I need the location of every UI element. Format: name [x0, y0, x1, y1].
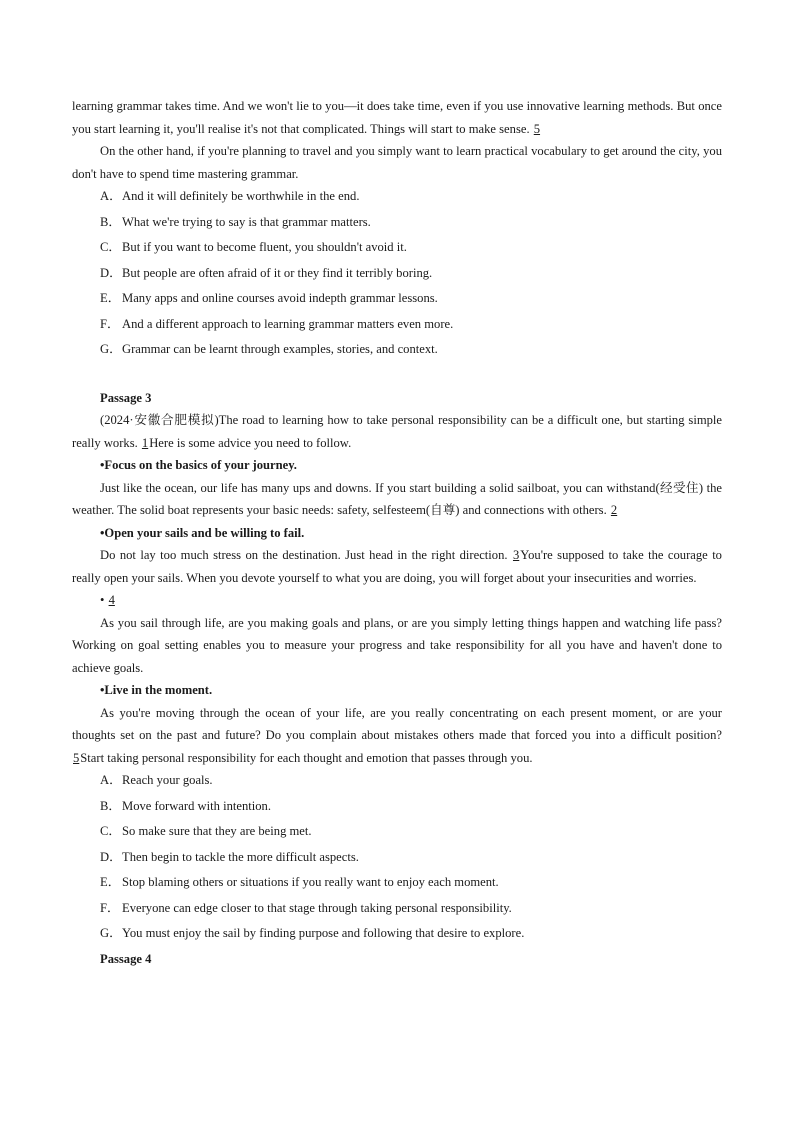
option-letter: A．: [100, 773, 122, 787]
option-letter: F．: [100, 316, 120, 331]
section-heading: •Open your sails and be willing to fail.: [100, 525, 305, 540]
option-item: [72, 185, 722, 208]
option-text: You must enjoy the sail by finding purpose and following that desire to explore.: [122, 926, 525, 940]
option-text: Then begin to tackle the more difficult aspects.: [122, 849, 359, 864]
blank-number: 5: [533, 121, 541, 136]
blank-number: 5: [73, 750, 80, 765]
option-letter: C．: [100, 824, 121, 838]
option-text: Many apps and online courses avoid indepth grammar lessons.: [122, 291, 438, 305]
paragraph: [72, 95, 722, 140]
option-item: [72, 922, 722, 945]
option-letter: F．: [100, 900, 120, 915]
section-heading: •Focus on the basics of your journey.: [100, 458, 297, 472]
option-text: And a different approach to learning grammar matters even more.: [122, 316, 454, 331]
paragraph: As you sail through life, are you making goals and plans, or are you simply letting things happen and watching life pass? Working on goal setting enables you to measure your progress and take responsibility for all you have and haven't done to achieve goals.: [72, 615, 722, 675]
option-item: [72, 897, 722, 920]
paragraph-text: Just like the ocean, our life has many ups and downs. If you start building a solid sailboat, you can withstand(经受住) the weather. The solid boat represents your basic needs: safety, selfesteem(自尊) and connections with others.: [72, 480, 722, 517]
paragraph-text: Here is some advice you need to follow.: [149, 435, 352, 450]
option-text: But people are often afraid of it or they find it terribly boring.: [122, 265, 433, 280]
document-content: [72, 95, 722, 970]
option-item: [72, 262, 722, 285]
option-letter: G．: [100, 926, 122, 940]
options-list: [72, 769, 722, 945]
option-item: [72, 795, 722, 818]
option-item: [72, 820, 722, 843]
option-text: Move forward with intention.: [122, 798, 271, 813]
option-text: What we're trying to say is that grammar matters.: [122, 214, 371, 229]
option-item: [72, 236, 722, 259]
option-letter: D．: [100, 265, 122, 280]
blank-number: 4: [108, 593, 115, 607]
paragraph-text: You're supposed to take the courage to really open your sails. When you devote yourself to what you are doing, you will forget about your insecurities and worries.: [72, 548, 722, 585]
paragraph-text: learning grammar takes time. And we won't lie to you—it does take time, even if you use innovative learning methods. But once you start learning it, you'll realise it's not that complicated. Things will start to make sense.: [72, 99, 722, 136]
passage-title: Passage 4: [100, 951, 152, 966]
option-item: [72, 769, 722, 792]
option-letter: D．: [100, 849, 122, 864]
options-list: [72, 185, 722, 361]
option-item: [72, 313, 722, 336]
option-letter: G．: [100, 342, 122, 356]
option-text: Reach your goals.: [122, 773, 213, 787]
option-text: So make sure that they are being met.: [122, 824, 312, 838]
blank-number: 3: [512, 548, 520, 562]
bullet: •: [100, 593, 105, 607]
paragraph: On the other hand, if you're planning to travel and you simply want to learn practical vocabulary to get around the city, you don't have to spend time mastering grammar.: [72, 144, 722, 181]
option-item: [72, 211, 722, 234]
blank-number: 1: [141, 435, 149, 450]
option-text: Stop blaming others or situations if you really want to enjoy each moment.: [122, 875, 499, 889]
option-letter: A．: [100, 189, 122, 203]
option-text: But if you want to become fluent, you shouldn't avoid it.: [122, 240, 407, 254]
paragraph: [72, 702, 722, 770]
paragraph: [72, 477, 722, 522]
blank-number: 2: [610, 503, 618, 517]
paragraph-text: Start taking personal responsibility for each thought and emotion that passes through you.: [80, 750, 533, 765]
section-heading-blank: [72, 589, 722, 612]
paragraph: [72, 544, 722, 589]
option-text: Grammar can be learnt through examples, stories, and context.: [122, 342, 438, 356]
paragraph-text: The road to learning how to take personal responsibility can be a difficult one, but starting simple really works.: [72, 413, 722, 450]
option-letter: B．: [100, 798, 121, 813]
section-heading: •Live in the moment.: [100, 683, 213, 697]
passage-title: Passage 3: [100, 390, 152, 405]
spacer: [72, 364, 722, 387]
option-item: [72, 846, 722, 869]
option-item: [72, 287, 722, 310]
option-letter: E．: [100, 291, 121, 305]
option-item: [72, 871, 722, 894]
option-letter: E．: [100, 875, 121, 889]
option-letter: B．: [100, 214, 121, 229]
paragraph-text: Do not lay too much stress on the destination. Just head in the right direction.: [100, 548, 508, 562]
option-letter: C．: [100, 240, 121, 254]
option-item: [72, 338, 722, 361]
paragraph-text: As you're moving through the ocean of your life, are you really concentrating on each present moment, or are your thoughts set on the past and future? Do you complain about mistakes others made that forced you into a difficult position?: [72, 705, 722, 742]
option-text: Everyone can edge closer to that stage through taking personal responsibility.: [122, 900, 512, 915]
option-text: And it will definitely be worthwhile in the end.: [122, 189, 360, 203]
source-note: (2024·安徽合肥模拟): [100, 413, 219, 427]
paragraph: [72, 409, 722, 454]
